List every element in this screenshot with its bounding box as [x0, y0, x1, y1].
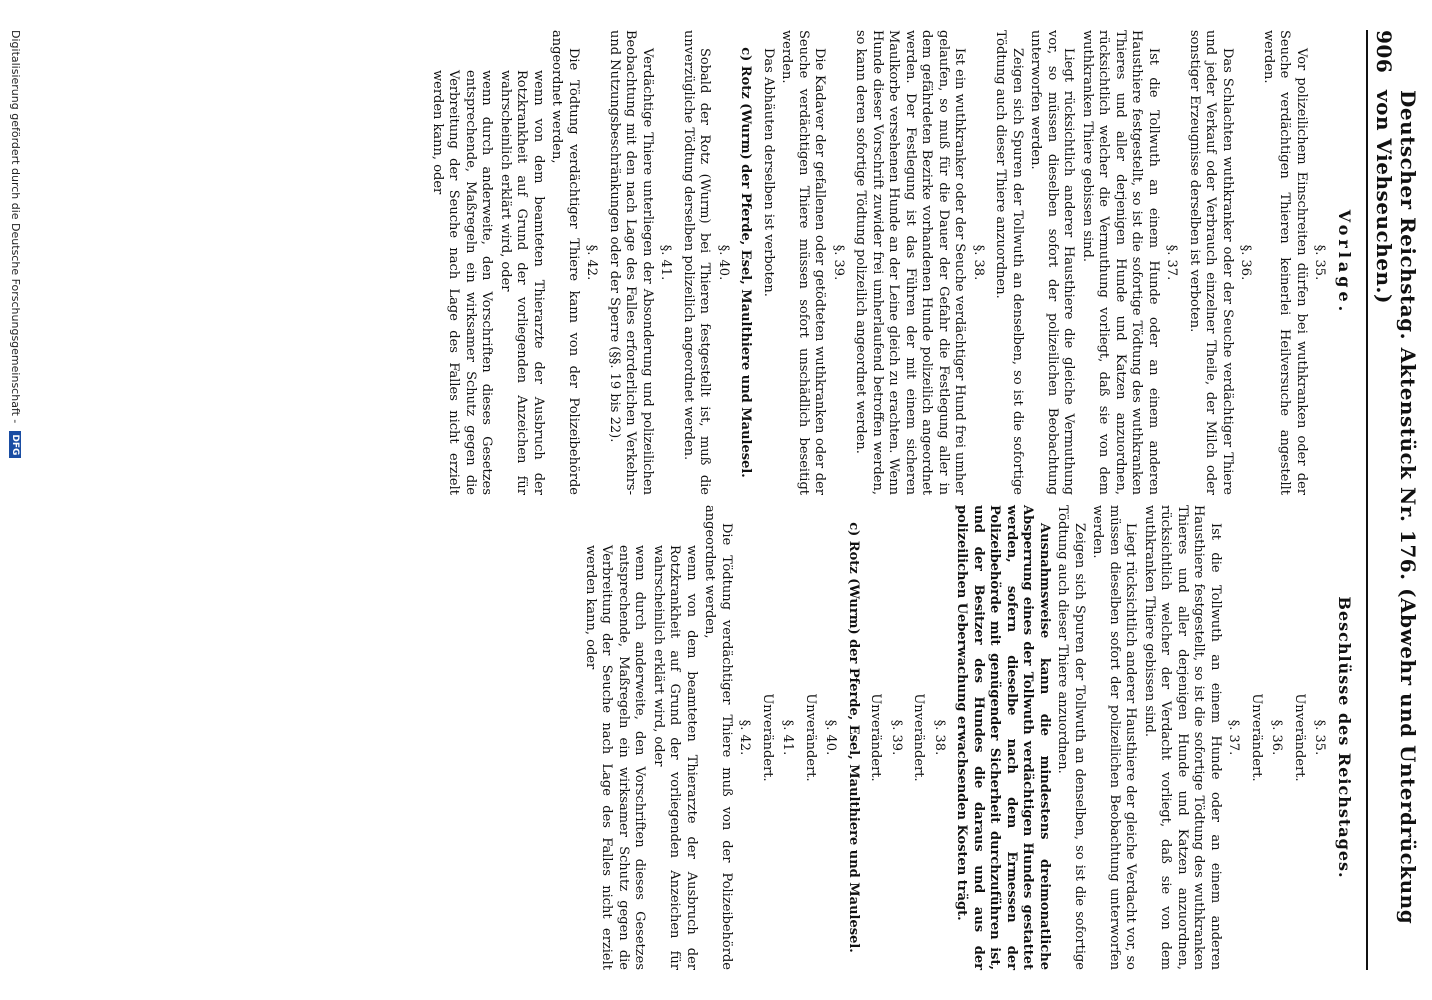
section-number: §. 35.	[1312, 719, 1328, 756]
paragraph: Ist die Tollwuth an einem Hunde oder an einem anderen Hausthiere festgestellt, so ist die sofortige Tödtung des wuthkranken Thieres und aller derjenigen Hunde und Katzen anzuordnen, rücksichtlich welcher die Vermuthung vorliegt, daß sie von dem wuthkranken Thiere gebissen sind.	[1080, 30, 1161, 495]
section-number: §. 35.	[1312, 244, 1328, 281]
paragraph: wenn von dem beamteten Thierarzte der Ausbruch der Rotzkrankheit auf Grund der vorliegenden Anzeichen für wahrscheinlich erklärt wird, oder	[498, 70, 546, 495]
unchanged-note: Unverändert.	[760, 693, 775, 782]
page-header	[1366, 30, 1420, 970]
section-number: §. 41.	[780, 719, 796, 756]
paragraph: Liegt rücksichtlich anderer Hausthiere der gleiche Verdacht vor, so müssen dieselben sofort der polizeilichen Beobachtung unterworfen werden.	[1090, 505, 1139, 970]
section-number: §. 42.	[737, 719, 753, 756]
dfg-logo: DFG	[10, 431, 22, 458]
subsection-heading: c) Rotz (Wurm) der Pferde, Esel, Maulthiere und Maulesel.	[738, 47, 754, 478]
paragraph: Ist ein wuthkranker oder der Seuche verdächtiger Hund frei umher gelaufen, so muß für die Dauer der Gefahr die Festlegung aller in dem gefährdeten Bezirke vorhandenen Hunde polizeilich angeordnet werden. Der Festlegung ist das Führen der mit einem sicheren Maulkorbe versehenen Hunde an der Leine gleich zu erachten. Wenn Hunde dieser Vorschrift zuwider frei umherlaufend betroffen werden, so kann deren sofortige Tödtung polizeilich angeordnet werden.	[853, 30, 968, 495]
unchanged-note: Unverändert.	[911, 693, 927, 782]
unchanged-note: Unverändert.	[868, 693, 884, 782]
footer-text: Digitalisierung gefördert durch die Deutsche Forschungsgemeinschaft -	[9, 30, 22, 424]
section-number: §. 38.	[971, 244, 986, 281]
paragraph: Sobald der Rotz (Wurm) bei Thieren festgestellt ist, muß die unverzügliche Tödtung derselben polizeilich angeordnet werden.	[681, 30, 713, 495]
paragraph: Ist die Tollwuth an einem Hunde oder an einem anderen Hausthiere festgestellt, so ist die sofortige Tödtung des wuthkranken Thieres und aller derjenigen Hunde und Katzen anzuordnen, rücksichtlich welcher der Verdacht vorliegt, daß sie von dem wuthkranken Thiere gebissen sind.	[1142, 505, 1223, 970]
paragraph: Die Tödtung verdächtiger Thiere muß von der Polizeibehörde angeordnet werden,	[702, 505, 734, 970]
paragraph: Die Kadaver der gefallenen oder getödteten wuthkranken oder der Seuche verdächtigen Thiere müssen sofort unschädlich beseitigt werden.	[779, 30, 828, 495]
paragraph: Liegt rücksichtlich anderer Hausthiere die gleiche Vermuthung vor, so müssen dieselben sofort der polizeilichen Beobachtung unterworfen werden.	[1028, 30, 1077, 495]
section-number: §. 36.	[1269, 719, 1285, 756]
section-number: §. 42.	[584, 244, 600, 281]
unchanged-note: Unverändert.	[1292, 693, 1307, 782]
unchanged-note: Unverändert.	[803, 693, 818, 782]
section-number: §. 38.	[932, 719, 947, 756]
paragraph: Ausnahmsweise kann die mindestens dreimonatliche Absperrung eines der Tollwuth verdächtigen Hundes gestattet werden, sofern dieselbe nach dem Ermessen der Polizeibehörde mit genügender Sicherheit durchzuführen ist, und der Besitzer des Hundes die daraus und aus der polizeilichen Ueberwachung erwachsenden Kosten trägt.	[954, 505, 1052, 970]
column-heading: Vorlage.	[1335, 209, 1354, 316]
paragraph: Verdächtige Thiere unterliegen der Absonderung und polizeilichen Beobachtung mit den nach Lage des Falles erforderlichen Verkehrs- und Nutzungsbeschränkungen oder der Sperre (§§. 19 bis 22).	[607, 30, 655, 495]
unchanged-note: Unverändert.	[1249, 693, 1264, 782]
section-number: §. 40.	[823, 719, 839, 756]
section-number: §. 41.	[658, 244, 674, 281]
section-number: §. 39.	[831, 244, 846, 281]
digitization-footer	[9, 30, 22, 970]
section-number: §. 36.	[1238, 244, 1254, 281]
paragraph: Vor polizeilichem Einschreiten dürfen bei wuthkranken oder der Seuche verdächtigen Thieren keinerlei Heilversuche angestellt werden.	[1261, 30, 1309, 495]
paragraph: Die Tödtung verdächtiger Thiere kann von der Polizeibehörde angeordnet werden,	[549, 30, 581, 495]
paragraph: Das Abhäuten derselben ist verboten.	[761, 48, 776, 297]
section-number: §. 37.	[1226, 719, 1242, 756]
paragraph: Zeigen sich Spuren der Tollwuth an denselben, so ist die sofortige Tödtung auch dieser Thiere anzuordnen.	[993, 30, 1025, 495]
page-title: Deutscher Reichstag. Aktenstück Nr. 176. (Abwehr und Unterdrückung von Viehseuchen.)	[1372, 90, 1420, 925]
paragraph: Das Schlachten wuthkranker oder der Seuche verdächtiger Thiere und jeder Verkauf oder Verbrauch einzelner Theile, der Milch oder sonstiger Erzeugnisse derselben ist verboten.	[1187, 30, 1235, 495]
paragraph: wenn durch anderweite, den Vorschriften dieses Gesetzes entsprechende, Maßregeln ein wirksamer Schutz gegen die Verbreitung der Seuche nach Lage des Falles nicht erzielt werden kann, oder	[430, 70, 495, 495]
subsection-heading: c) Rotz (Wurm) der Pferde, Esel, Maulthiere und Maulesel.	[846, 522, 861, 953]
column-beschluesse	[580, 505, 1353, 970]
paragraph: Zeigen sich Spuren der Tollwuth an denselben, so ist die sofortige Tödtung auch dieser Thiere anzuordnen.	[1055, 505, 1087, 970]
section-number: §. 37.	[1164, 244, 1180, 281]
section-number: §. 40.	[716, 244, 731, 281]
paragraph: wenn von dem beamteten Thierarzte der Ausbruch der Rotzkrankheit auf Grund der vorliegenden Anzeichen für wahrscheinlich erklärt wird, oder	[651, 545, 699, 970]
section-number: §. 39.	[889, 719, 904, 756]
column-heading: Beschlüsse des Reichstages.	[1335, 596, 1354, 879]
paragraph: wenn durch anderweite, den Vorschriften dieses Gesetzes entsprechende, Maßregeln ein wirksamer Schutz gegen die Verbreitung der Seuche nach Lage des Falles nicht erzielt werden kann, oder	[583, 545, 648, 970]
page-number: 906	[1372, 30, 1396, 74]
column-vorlage	[427, 30, 1353, 495]
